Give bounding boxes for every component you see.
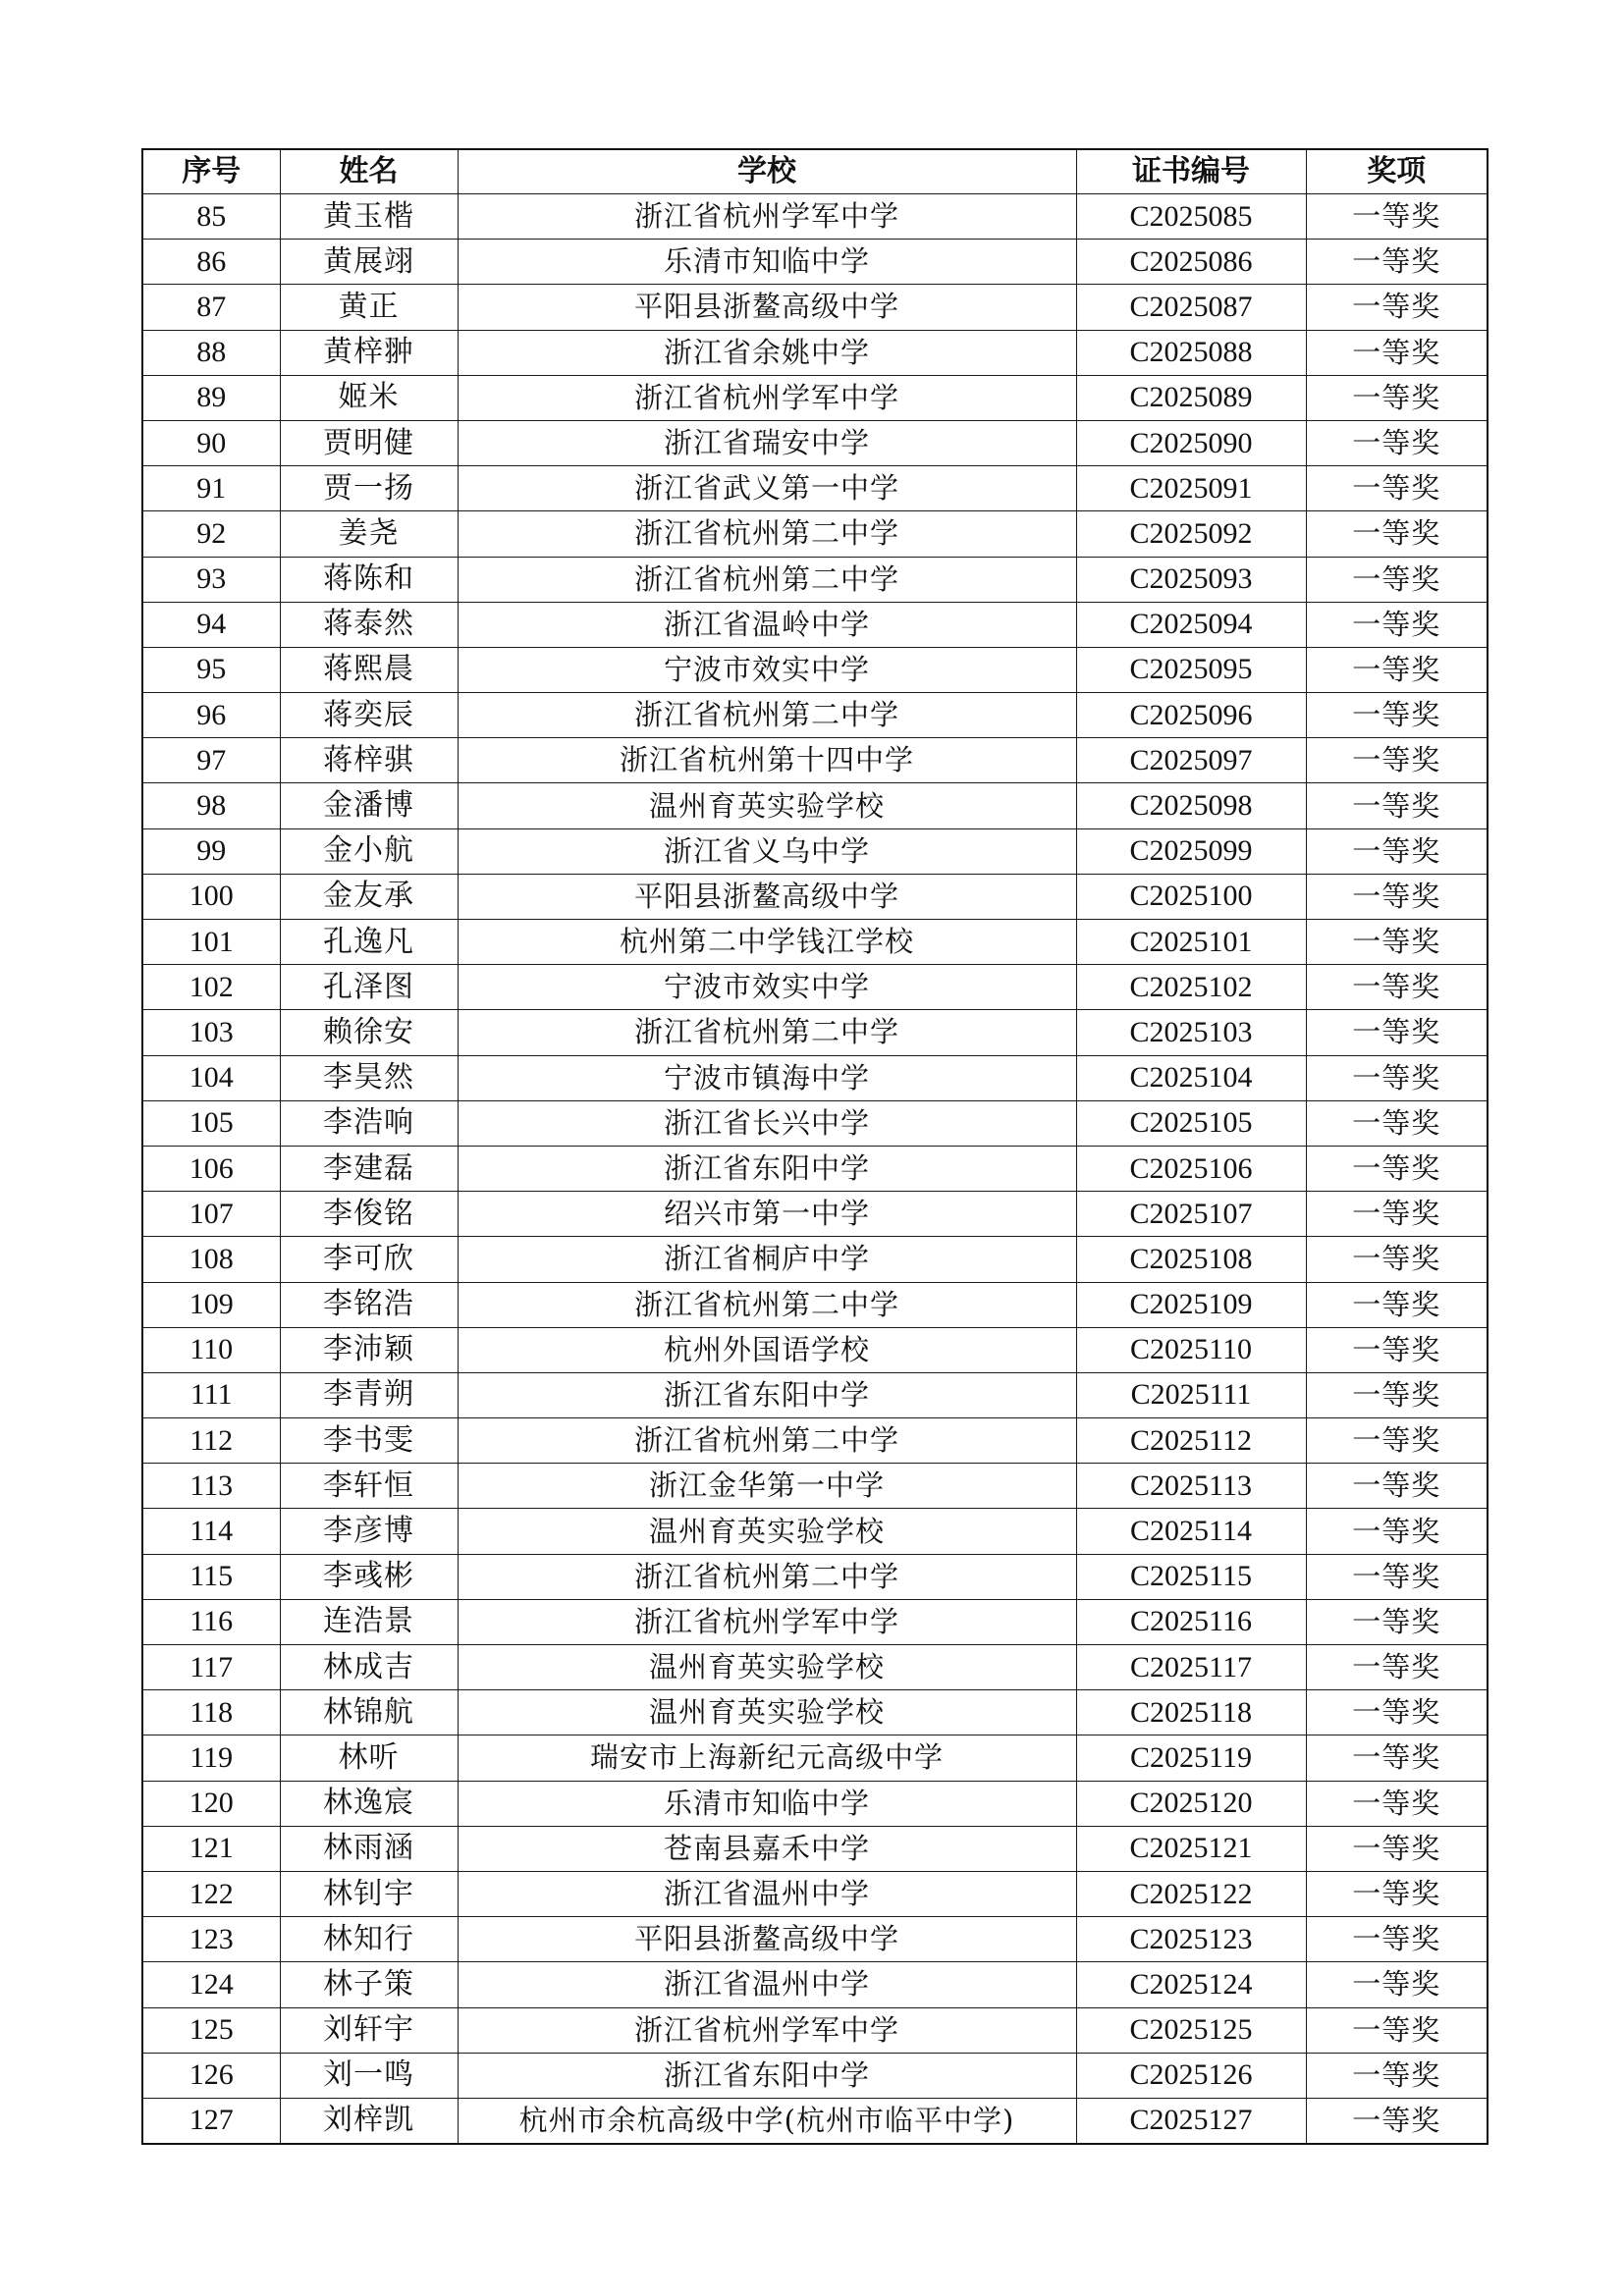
cell-cert: C2025090: [1076, 420, 1306, 465]
cell-cert: C2025109: [1076, 1282, 1306, 1327]
cell-cert: C2025088: [1076, 330, 1306, 375]
cell-school: 温州育英实验学校: [458, 1509, 1076, 1554]
table-body: [142, 194, 1488, 2145]
cell-seq: 113: [142, 1464, 280, 1509]
cell-award: 一等奖: [1306, 874, 1488, 919]
cell-name: 林逸宸: [280, 1781, 458, 1826]
cell-award: 一等奖: [1306, 1962, 1488, 2007]
cell-name: 李俊铭: [280, 1192, 458, 1237]
cell-seq: 94: [142, 602, 280, 647]
header-cert: 证书编号: [1076, 149, 1306, 194]
cell-name: 李书雯: [280, 1418, 458, 1464]
table-row: [142, 693, 1488, 738]
cell-seq: 87: [142, 285, 280, 330]
cell-cert: C2025091: [1076, 466, 1306, 511]
table-row: [142, 194, 1488, 240]
cell-cert: C2025118: [1076, 1690, 1306, 1735]
cell-school: 浙江省东阳中学: [458, 2053, 1076, 2098]
cell-cert: C2025112: [1076, 1418, 1306, 1464]
cell-cert: C2025106: [1076, 1146, 1306, 1191]
cell-school: 杭州第二中学钱江学校: [458, 920, 1076, 965]
cell-school: 浙江省长兴中学: [458, 1100, 1076, 1146]
cell-school: 浙江省东阳中学: [458, 1372, 1076, 1417]
cell-cert: C2025086: [1076, 240, 1306, 285]
cell-name: 林听: [280, 1735, 458, 1781]
table-row: [142, 828, 1488, 874]
table-row: [142, 1917, 1488, 1962]
table-row: [142, 1237, 1488, 1282]
cell-award: 一等奖: [1306, 1554, 1488, 1599]
cell-award: 一等奖: [1306, 194, 1488, 240]
cell-seq: 101: [142, 920, 280, 965]
table-row: [142, 1781, 1488, 1826]
cell-cert: C2025103: [1076, 1010, 1306, 1055]
cell-award: 一等奖: [1306, 920, 1488, 965]
cell-cert: C2025121: [1076, 1826, 1306, 1871]
cell-award: 一等奖: [1306, 240, 1488, 285]
cell-award: 一等奖: [1306, 783, 1488, 828]
cell-seq: 89: [142, 375, 280, 420]
cell-name: 蒋奕辰: [280, 693, 458, 738]
cell-name: 孔泽图: [280, 965, 458, 1010]
cell-award: 一等奖: [1306, 828, 1488, 874]
cell-seq: 92: [142, 511, 280, 557]
cell-name: 林成吉: [280, 1645, 458, 1690]
cell-school: 温州育英实验学校: [458, 1690, 1076, 1735]
cell-cert: C2025119: [1076, 1735, 1306, 1781]
cell-seq: 127: [142, 2098, 280, 2144]
cell-name: 李彧彬: [280, 1554, 458, 1599]
cell-school: 浙江省余姚中学: [458, 330, 1076, 375]
cell-seq: 110: [142, 1327, 280, 1372]
cell-cert: C2025095: [1076, 647, 1306, 692]
table-row: [142, 783, 1488, 828]
cell-name: 蒋陈和: [280, 557, 458, 602]
cell-name: 林钊宇: [280, 1871, 458, 1916]
cell-cert: C2025098: [1076, 783, 1306, 828]
cell-seq: 112: [142, 1418, 280, 1464]
table-row: [142, 1327, 1488, 1372]
cell-name: 李沛颖: [280, 1327, 458, 1372]
table-row: [142, 1645, 1488, 1690]
cell-name: 李建磊: [280, 1146, 458, 1191]
cell-cert: C2025124: [1076, 1962, 1306, 2007]
table-row: [142, 2007, 1488, 2053]
cell-award: 一等奖: [1306, 2007, 1488, 2053]
cell-name: 李轩恒: [280, 1464, 458, 1509]
cell-school: 浙江省义乌中学: [458, 828, 1076, 874]
cell-school: 浙江省杭州第二中学: [458, 1282, 1076, 1327]
cell-award: 一等奖: [1306, 330, 1488, 375]
cell-seq: 86: [142, 240, 280, 285]
cell-school: 宁波市效实中学: [458, 965, 1076, 1010]
cell-school: 杭州外国语学校: [458, 1327, 1076, 1372]
cell-award: 一等奖: [1306, 1645, 1488, 1690]
cell-name: 李铭浩: [280, 1282, 458, 1327]
cell-award: 一等奖: [1306, 1192, 1488, 1237]
cell-award: 一等奖: [1306, 1327, 1488, 1372]
cell-school: 浙江省温州中学: [458, 1871, 1076, 1916]
cell-school: 乐清市知临中学: [458, 240, 1076, 285]
cell-award: 一等奖: [1306, 1917, 1488, 1962]
table-row: [142, 874, 1488, 919]
cell-cert: C2025111: [1076, 1372, 1306, 1417]
cell-seq: 90: [142, 420, 280, 465]
cell-cert: C2025085: [1076, 194, 1306, 240]
cell-cert: C2025120: [1076, 1781, 1306, 1826]
cell-award: 一等奖: [1306, 466, 1488, 511]
cell-seq: 107: [142, 1192, 280, 1237]
cell-seq: 96: [142, 693, 280, 738]
header-name: 姓名: [280, 149, 458, 194]
cell-name: 刘梓凯: [280, 2098, 458, 2144]
cell-name: 姜尧: [280, 511, 458, 557]
cell-cert: C2025115: [1076, 1554, 1306, 1599]
award-table: [141, 148, 1489, 2145]
cell-name: 贾明健: [280, 420, 458, 465]
cell-school: 浙江省瑞安中学: [458, 420, 1076, 465]
cell-seq: 105: [142, 1100, 280, 1146]
table-row: [142, 1871, 1488, 1916]
cell-name: 贾一扬: [280, 466, 458, 511]
cell-award: 一等奖: [1306, 1871, 1488, 1916]
table-row: [142, 1826, 1488, 1871]
cell-name: 姬米: [280, 375, 458, 420]
cell-award: 一等奖: [1306, 1418, 1488, 1464]
cell-seq: 108: [142, 1237, 280, 1282]
cell-award: 一等奖: [1306, 511, 1488, 557]
table-row: [142, 1146, 1488, 1191]
cell-school: 浙江省杭州第二中学: [458, 693, 1076, 738]
cell-award: 一等奖: [1306, 375, 1488, 420]
cell-seq: 91: [142, 466, 280, 511]
cell-name: 金友承: [280, 874, 458, 919]
header-row: [142, 149, 1488, 194]
cell-cert: C2025099: [1076, 828, 1306, 874]
cell-award: 一等奖: [1306, 1146, 1488, 1191]
table-row: [142, 285, 1488, 330]
cell-name: 李青朔: [280, 1372, 458, 1417]
cell-award: 一等奖: [1306, 1509, 1488, 1554]
cell-cert: C2025122: [1076, 1871, 1306, 1916]
cell-award: 一等奖: [1306, 1781, 1488, 1826]
table-row: [142, 1100, 1488, 1146]
cell-seq: 95: [142, 647, 280, 692]
cell-school: 浙江省桐庐中学: [458, 1237, 1076, 1282]
cell-school: 浙江省杭州第二中学: [458, 1010, 1076, 1055]
cell-award: 一等奖: [1306, 965, 1488, 1010]
cell-school: 平阳县浙鳌高级中学: [458, 1917, 1076, 1962]
cell-cert: C2025107: [1076, 1192, 1306, 1237]
cell-award: 一等奖: [1306, 1372, 1488, 1417]
cell-seq: 103: [142, 1010, 280, 1055]
cell-name: 林雨涵: [280, 1826, 458, 1871]
table-row: [142, 1010, 1488, 1055]
cell-award: 一等奖: [1306, 1826, 1488, 1871]
table-row: [142, 738, 1488, 783]
cell-school: 浙江省杭州第十四中学: [458, 738, 1076, 783]
cell-school: 浙江省杭州学军中学: [458, 1599, 1076, 1644]
cell-school: 浙江省杭州第二中学: [458, 1554, 1076, 1599]
cell-seq: 120: [142, 1781, 280, 1826]
cell-school: 平阳县浙鳌高级中学: [458, 874, 1076, 919]
cell-school: 浙江省温州中学: [458, 1962, 1076, 2007]
cell-seq: 123: [142, 1917, 280, 1962]
cell-name: 林知行: [280, 1917, 458, 1962]
table-row: [142, 1554, 1488, 1599]
cell-seq: 116: [142, 1599, 280, 1644]
cell-award: 一等奖: [1306, 1010, 1488, 1055]
cell-award: 一等奖: [1306, 1599, 1488, 1644]
cell-name: 李昊然: [280, 1055, 458, 1100]
cell-school: 温州育英实验学校: [458, 783, 1076, 828]
table-row: [142, 2098, 1488, 2144]
cell-name: 刘一鸣: [280, 2053, 458, 2098]
header-award: 奖项: [1306, 149, 1488, 194]
cell-school: 乐清市知临中学: [458, 1781, 1076, 1826]
table-row: [142, 511, 1488, 557]
table-row: [142, 1735, 1488, 1781]
cell-school: 浙江省武义第一中学: [458, 466, 1076, 511]
table-row: [142, 1464, 1488, 1509]
cell-name: 连浩景: [280, 1599, 458, 1644]
cell-seq: 119: [142, 1735, 280, 1781]
cell-award: 一等奖: [1306, 285, 1488, 330]
cell-school: 宁波市镇海中学: [458, 1055, 1076, 1100]
table-row: [142, 965, 1488, 1010]
cell-cert: C2025116: [1076, 1599, 1306, 1644]
cell-seq: 93: [142, 557, 280, 602]
table-row: [142, 1372, 1488, 1417]
cell-name: 孔逸凡: [280, 920, 458, 965]
cell-cert: C2025105: [1076, 1100, 1306, 1146]
cell-name: 林子策: [280, 1962, 458, 2007]
cell-school: 浙江省杭州第二中学: [458, 511, 1076, 557]
cell-seq: 99: [142, 828, 280, 874]
cell-name: 赖徐安: [280, 1010, 458, 1055]
cell-cert: C2025093: [1076, 557, 1306, 602]
cell-school: 浙江省杭州第二中学: [458, 557, 1076, 602]
table-row: [142, 1962, 1488, 2007]
cell-school: 平阳县浙鳌高级中学: [458, 285, 1076, 330]
cell-cert: C2025094: [1076, 602, 1306, 647]
cell-cert: C2025102: [1076, 965, 1306, 1010]
cell-name: 蒋熙晨: [280, 647, 458, 692]
cell-school: 浙江省杭州学军中学: [458, 194, 1076, 240]
cell-cert: C2025108: [1076, 1237, 1306, 1282]
cell-cert: C2025092: [1076, 511, 1306, 557]
cell-school: 浙江省温岭中学: [458, 602, 1076, 647]
cell-seq: 122: [142, 1871, 280, 1916]
cell-seq: 114: [142, 1509, 280, 1554]
cell-cert: C2025110: [1076, 1327, 1306, 1372]
cell-cert: C2025123: [1076, 1917, 1306, 1962]
cell-award: 一等奖: [1306, 1464, 1488, 1509]
cell-seq: 118: [142, 1690, 280, 1735]
cell-name: 黄正: [280, 285, 458, 330]
cell-school: 浙江省杭州学军中学: [458, 2007, 1076, 2053]
cell-name: 蒋泰然: [280, 602, 458, 647]
cell-seq: 104: [142, 1055, 280, 1100]
cell-seq: 117: [142, 1645, 280, 1690]
cell-school: 宁波市效实中学: [458, 647, 1076, 692]
table-row: [142, 466, 1488, 511]
table-row: [142, 557, 1488, 602]
cell-seq: 98: [142, 783, 280, 828]
cell-award: 一等奖: [1306, 602, 1488, 647]
cell-award: 一等奖: [1306, 1055, 1488, 1100]
cell-seq: 85: [142, 194, 280, 240]
cell-cert: C2025113: [1076, 1464, 1306, 1509]
cell-award: 一等奖: [1306, 2098, 1488, 2144]
cell-seq: 106: [142, 1146, 280, 1191]
cell-seq: 125: [142, 2007, 280, 2053]
cell-name: 黄梓翀: [280, 330, 458, 375]
cell-seq: 124: [142, 1962, 280, 2007]
cell-school: 浙江省杭州学军中学: [458, 375, 1076, 420]
cell-award: 一等奖: [1306, 1237, 1488, 1282]
cell-school: 苍南县嘉禾中学: [458, 1826, 1076, 1871]
cell-name: 黄展翊: [280, 240, 458, 285]
cell-name: 金潘博: [280, 783, 458, 828]
cell-cert: C2025097: [1076, 738, 1306, 783]
cell-cert: C2025096: [1076, 693, 1306, 738]
table-row: [142, 602, 1488, 647]
table-row: [142, 1509, 1488, 1554]
cell-cert: C2025101: [1076, 920, 1306, 965]
cell-cert: C2025117: [1076, 1645, 1306, 1690]
cell-award: 一等奖: [1306, 1735, 1488, 1781]
cell-name: 蒋梓骐: [280, 738, 458, 783]
cell-school: 瑞安市上海新纪元高级中学: [458, 1735, 1076, 1781]
cell-school: 浙江省东阳中学: [458, 1146, 1076, 1191]
cell-seq: 111: [142, 1372, 280, 1417]
table-row: [142, 420, 1488, 465]
table-row: [142, 647, 1488, 692]
cell-award: 一等奖: [1306, 2053, 1488, 2098]
cell-award: 一等奖: [1306, 738, 1488, 783]
cell-name: 李浩响: [280, 1100, 458, 1146]
cell-award: 一等奖: [1306, 1282, 1488, 1327]
header-school: 学校: [458, 149, 1076, 194]
cell-cert: C2025089: [1076, 375, 1306, 420]
cell-name: 刘轩宇: [280, 2007, 458, 2053]
cell-seq: 97: [142, 738, 280, 783]
cell-seq: 126: [142, 2053, 280, 2098]
cell-cert: C2025114: [1076, 1509, 1306, 1554]
cell-school: 杭州市余杭高级中学(杭州市临平中学): [458, 2098, 1076, 2144]
cell-seq: 121: [142, 1826, 280, 1871]
table-row: [142, 1192, 1488, 1237]
table-header: [142, 149, 1488, 194]
table-row: [142, 1690, 1488, 1735]
cell-award: 一等奖: [1306, 1690, 1488, 1735]
cell-award: 一等奖: [1306, 693, 1488, 738]
cell-name: 林锦航: [280, 1690, 458, 1735]
table-row: [142, 1282, 1488, 1327]
cell-school: 浙江省杭州第二中学: [458, 1418, 1076, 1464]
cell-cert: C2025127: [1076, 2098, 1306, 2144]
cell-cert: C2025125: [1076, 2007, 1306, 2053]
cell-seq: 88: [142, 330, 280, 375]
table-row: [142, 2053, 1488, 2098]
cell-name: 黄玉楷: [280, 194, 458, 240]
cell-cert: C2025100: [1076, 874, 1306, 919]
cell-school: 温州育英实验学校: [458, 1645, 1076, 1690]
table-row: [142, 330, 1488, 375]
cell-award: 一等奖: [1306, 557, 1488, 602]
cell-seq: 100: [142, 874, 280, 919]
cell-cert: C2025126: [1076, 2053, 1306, 2098]
cell-name: 金小航: [280, 828, 458, 874]
table-row: [142, 240, 1488, 285]
cell-seq: 109: [142, 1282, 280, 1327]
cell-seq: 102: [142, 965, 280, 1010]
cell-school: 浙江金华第一中学: [458, 1464, 1076, 1509]
cell-award: 一等奖: [1306, 1100, 1488, 1146]
table-row: [142, 375, 1488, 420]
cell-name: 李彦博: [280, 1509, 458, 1554]
header-seq: 序号: [142, 149, 280, 194]
table-row: [142, 1055, 1488, 1100]
table-row: [142, 920, 1488, 965]
cell-award: 一等奖: [1306, 647, 1488, 692]
table-row: [142, 1418, 1488, 1464]
cell-cert: C2025087: [1076, 285, 1306, 330]
cell-award: 一等奖: [1306, 420, 1488, 465]
cell-seq: 115: [142, 1554, 280, 1599]
table-row: [142, 1599, 1488, 1644]
cell-cert: C2025104: [1076, 1055, 1306, 1100]
cell-school: 绍兴市第一中学: [458, 1192, 1076, 1237]
cell-name: 李可欣: [280, 1237, 458, 1282]
